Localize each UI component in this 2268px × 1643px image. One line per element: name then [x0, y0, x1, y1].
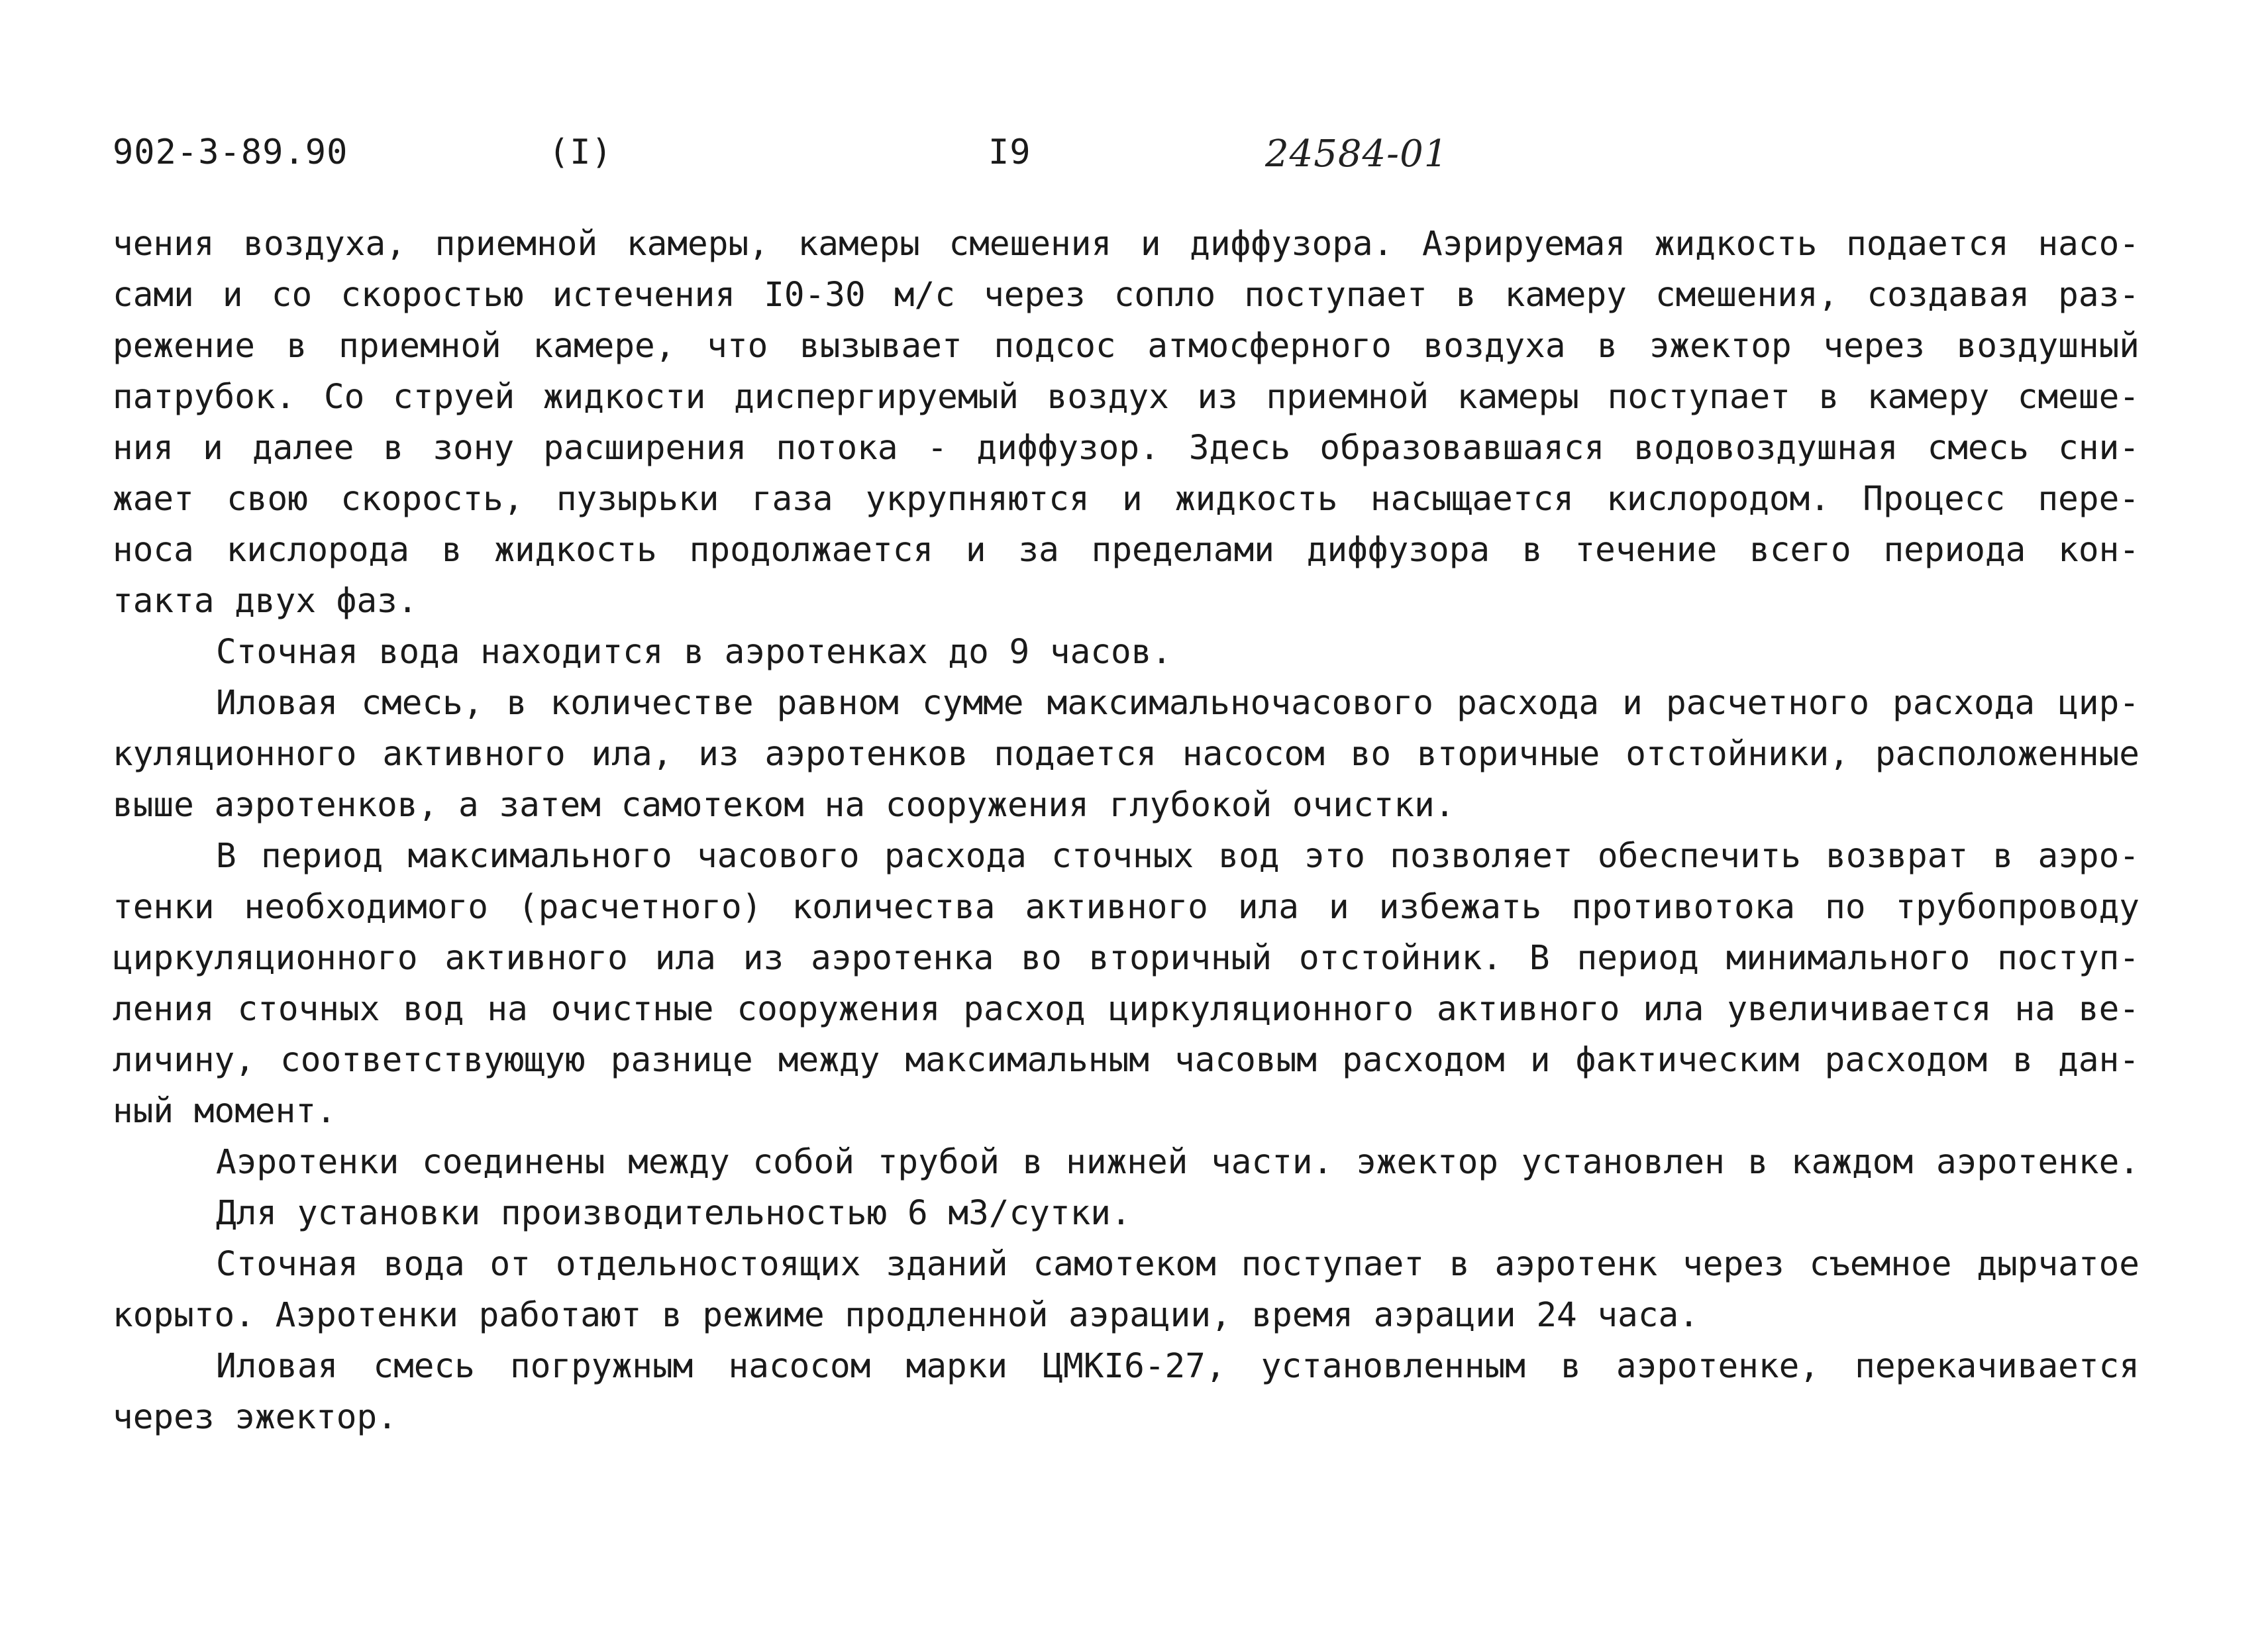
- text-line: Для установки производительностью 6 м3/сутки.: [216, 1194, 1131, 1233]
- text-line: циркуляционного активного ила из аэротенка во вторичный отстойник. В период минимального поступ-: [113, 939, 2139, 978]
- text-line: такта двух фаз.: [113, 582, 418, 621]
- text-line: Аэротенки соединены между собой трубой в нижней части. эжектор установлен в каждом аэротенке.: [216, 1143, 2139, 1182]
- text-line: чения воздуха, приемной камеры, камеры смешения и диффузора. Аэрируемая жидкость подается насо-: [113, 225, 2139, 264]
- text-line: через эжектор.: [113, 1398, 397, 1437]
- document-code: 902-3-89.90: [113, 132, 348, 172]
- text-line: жает свою скорость, пузырьки газа укрупняются и жидкость насыщается кислородом. Процесс пере-: [113, 480, 2139, 519]
- volume-number: (I): [548, 132, 613, 172]
- text-line: ния и далее в зону расширения потока - диффузор. Здесь образовавшаяся водовоздушная смесь сни-: [113, 429, 2139, 468]
- text-line: ления сточных вод на очистные сооружения расход циркуляционного активного ила увеличивается на ве-: [113, 990, 2139, 1029]
- text-line: Иловая смесь, в количестве равном сумме максимальночасового расхода и расчетного расхода цир-: [216, 684, 2139, 723]
- text-line: личину, соответствующую разнице между максимальным часовым расходом и фактическим расходом в дан-: [113, 1041, 2139, 1080]
- text-line: куляционного активного ила, из аэротенков подается насосом во вторичные отстойники, расположенные: [113, 735, 2139, 774]
- text-line: Иловая смесь погружным насосом марки ЦМКI6-27, установленным в аэротенке, перекачивается: [216, 1347, 2139, 1386]
- page-number: I9: [988, 132, 1031, 172]
- text-line: тенки необходимого (расчетного) количества активного ила и избежать противотока по трубопроводу: [113, 888, 2139, 927]
- text-line: выше аэротенков, а затем самотеком на сооружения глубокой очистки.: [113, 786, 1455, 825]
- text-line: Сточная вода находится в аэротенках до 9 часов.: [216, 633, 1172, 672]
- text-line: сами и со скоростью истечения I0-30 м/с через сопло поступает в камеру смешения, создавая раз-: [113, 276, 2139, 315]
- text-line: корыто. Аэротенки работают в режиме продленной аэрации, время аэрации 24 часа.: [113, 1296, 1699, 1335]
- text-line: патрубок. Со струей жидкости диспергируемый воздух из приемной камеры поступает в камеру смеше-: [113, 378, 2139, 417]
- text-line: Сточная вода от отдельностоящих зданий самотеком поступает в аэротенк через съемное дырчатое: [216, 1245, 2139, 1284]
- archive-number: 24584-01: [1265, 132, 1449, 176]
- text-line: режение в приемной камере, что вызывает подсос атмосферного воздуха в эжектор через воздушный: [113, 327, 2139, 366]
- body-text: [113, 219, 2139, 1443]
- text-line: носа кислорода в жидкость продолжается и за пределами диффузора в течение всего периода кон-: [113, 531, 2139, 570]
- text-line: ный момент.: [113, 1092, 336, 1131]
- page-header: [113, 132, 2100, 186]
- text-line: В период максимального часового расхода сточных вод это позволяет обеспечить возврат в аэро-: [216, 837, 2139, 876]
